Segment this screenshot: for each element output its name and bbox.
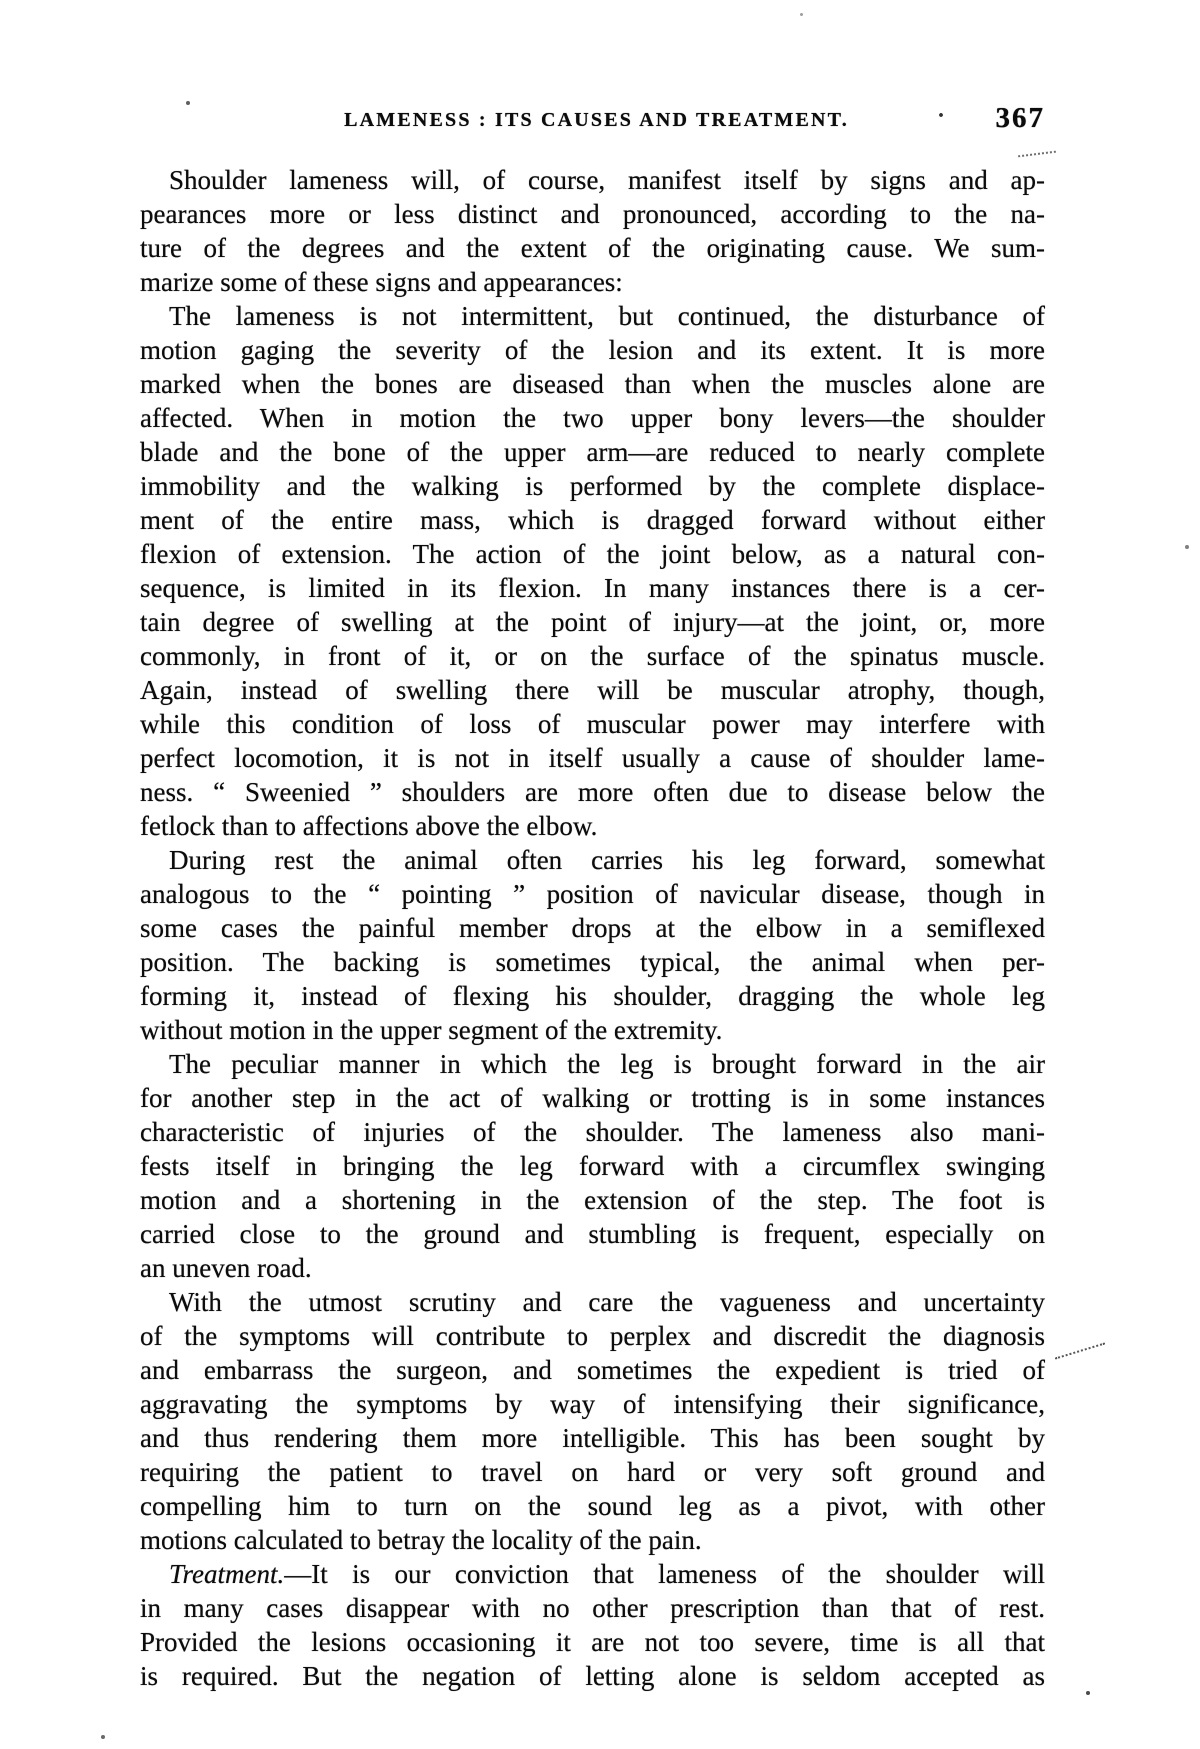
text-line: During rest the animal often carries his leg forward, somewhat <box>169 845 1045 875</box>
text-line: motion and a shortening in the extension of the step. The foot is <box>140 1185 1045 1215</box>
paragraph <box>140 163 1045 299</box>
text-line: position. The backing is sometimes typical, the animal when per- <box>140 947 1045 977</box>
text-line: pearances more or less distinct and pronounced, according to the na- <box>140 199 1045 229</box>
page-number: 367 <box>995 102 1045 134</box>
text-line: ment of the entire mass, which is dragged forward without either <box>140 505 1045 535</box>
text-line: compelling him to turn on the sound leg as a pivot, with other <box>140 1491 1045 1521</box>
paragraph <box>140 1557 1045 1693</box>
text-line: commonly, in front of it, or on the surface of the spinatus muscle. <box>140 641 1045 671</box>
text-line: affected. When in motion the two upper bony levers—the shoulder <box>140 403 1045 433</box>
text-line: With the utmost scrutiny and care the vagueness and uncertainty <box>169 1287 1045 1317</box>
paragraph <box>140 1047 1045 1285</box>
ink-speck <box>1086 1691 1090 1695</box>
text-line <box>140 1557 1045 1591</box>
text-line: carried close to the ground and stumbling is frequent, especially on <box>140 1219 1045 1249</box>
page-header <box>140 103 1045 139</box>
text-line: Shoulder lameness will, of course, manifest itself by signs and ap- <box>169 165 1045 195</box>
text-line: and thus rendering them more intelligible. This has been sought by <box>140 1423 1045 1453</box>
text-line: fests itself in bringing the leg forward with a circumflex swinging <box>140 1151 1045 1181</box>
text-line: and embarrass the surgeon, and sometimes the expedient is tried of <box>140 1355 1045 1385</box>
text-line: perfect locomotion, it is not in itself usually a cause of shoulder lame- <box>140 743 1045 773</box>
text-line: an uneven road. <box>140 1253 312 1283</box>
line-text: —It is our conviction that lameness of the shoulder will <box>284 1559 1045 1589</box>
text-line: requiring the patient to travel on hard or very soft ground and <box>140 1457 1045 1487</box>
text-line: while this condition of loss of muscular power may interfere with <box>140 709 1045 739</box>
header-separator-dot: · <box>936 103 945 129</box>
text-line: immobility and the walking is performed by the complete displace- <box>140 471 1045 501</box>
text-line: marked when the bones are diseased than when the muscles alone are <box>140 369 1045 399</box>
text-line: The lameness is not intermittent, but continued, the disturbance of <box>169 301 1045 331</box>
text-line: marize some of these signs and appearances: <box>140 267 623 297</box>
ink-speck <box>186 101 190 105</box>
text-line: flexion of extension. The action of the joint below, as a natural con- <box>140 539 1045 569</box>
text-line: in many cases disappear with no other prescription than that of rest. <box>140 1593 1045 1623</box>
pencil-mark <box>1018 151 1056 158</box>
paragraph <box>140 299 1045 843</box>
text-line: sequence, is limited in its flexion. In many instances there is a cer- <box>140 573 1045 603</box>
text-line: forming it, instead of flexing his shoulder, dragging the whole leg <box>140 981 1045 1011</box>
ink-speck <box>800 13 803 16</box>
text-line: fetlock than to affections above the elbow. <box>140 811 598 841</box>
text-line: characteristic of injuries of the shoulder. The lameness also mani- <box>140 1117 1045 1147</box>
text-line: ness. “ Sweenied ” shoulders are more often due to disease below the <box>140 777 1045 807</box>
text-line: motions calculated to betray the locality of the pain. <box>140 1525 702 1555</box>
ink-speck <box>101 1735 105 1739</box>
text-line: is required. But the negation of letting alone is seldom accepted as <box>140 1661 1045 1691</box>
text-line: blade and the bone of the upper arm—are reduced to nearly complete <box>140 437 1045 467</box>
text-line: motion gaging the severity of the lesion and its extent. It is more <box>140 335 1045 365</box>
text-line: for another step in the act of walking or trotting is in some instances <box>140 1083 1045 1113</box>
text-line: ture of the degrees and the extent of the originating cause. We sum- <box>140 233 1045 263</box>
text-line: tain degree of swelling at the point of injury—at the joint, or, more <box>140 607 1045 637</box>
paragraph <box>140 843 1045 1047</box>
text-line: analogous to the “ pointing ” position of navicular disease, though in <box>140 879 1045 909</box>
text-line: Again, instead of swelling there will be muscular atrophy, though, <box>140 675 1045 705</box>
text-line: some cases the painful member drops at the elbow in a semiflexed <box>140 913 1045 943</box>
text-line: of the symptoms will contribute to perplex and discredit the diagnosis <box>140 1321 1045 1351</box>
text-line: aggravating the symptoms by way of intensifying their significance, <box>140 1389 1045 1419</box>
ink-speck <box>1185 545 1189 549</box>
text-line: The peculiar manner in which the leg is brought forward in the air <box>169 1049 1045 1079</box>
text-line: Provided the lesions occasioning it are not too severe, time is all that <box>140 1627 1045 1657</box>
body-text <box>140 163 1045 1693</box>
text-line: without motion in the upper segment of the extremity. <box>140 1015 723 1045</box>
paragraph <box>140 1285 1045 1557</box>
pencil-mark <box>1055 1342 1105 1359</box>
running-head-title: LAMENESS : ITS CAUSES AND TREATMENT. <box>344 109 849 131</box>
italic-lead: Treatment. <box>169 1559 285 1589</box>
